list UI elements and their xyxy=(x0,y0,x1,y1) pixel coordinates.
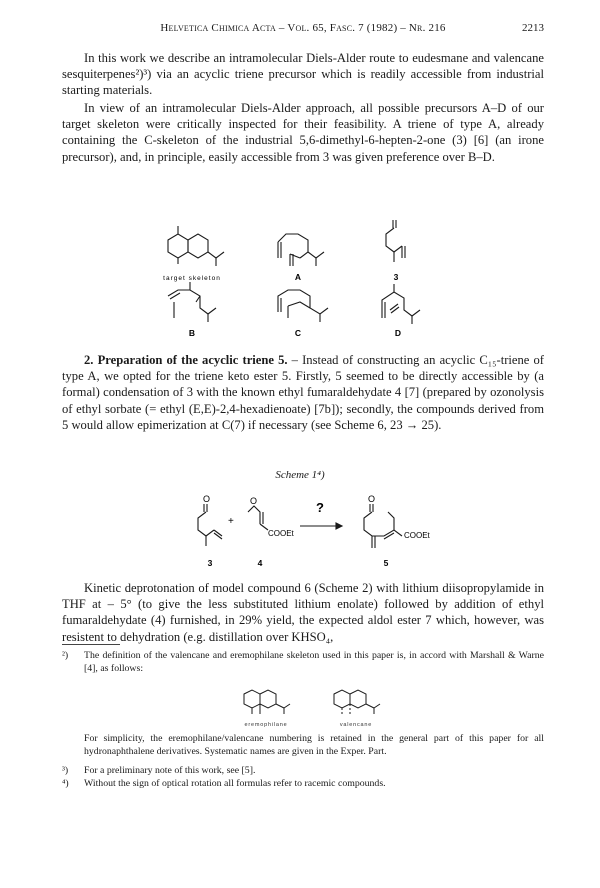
scheme-compound-3 xyxy=(198,504,222,546)
footnote-2 xyxy=(62,650,544,675)
scheme-label-4: 4 xyxy=(257,558,263,568)
section-heading: 2. Preparation of the acyclic triene 5. xyxy=(84,353,288,367)
paragraph-intro: In this work we describe an intramolecular Diels-Alder route to eudesmane and valencane sesquiterpenes²)³) via an acyclic triene precursor which is readily accessible from industrial starting materials. xyxy=(62,51,544,98)
scheme-label-3: 3 xyxy=(207,558,213,568)
label-valencane: valencane xyxy=(339,722,373,728)
footnote-2-continued-text: For simplicity, the eremophilane/valencane numbering is retained in the general part of this paper for all hydronaphthalene derivatives. Systematic names are given in the Exper. Part. xyxy=(84,733,544,757)
label-C: C xyxy=(294,328,302,338)
scheme-o-label-5: O xyxy=(368,494,376,504)
paragraph-preparation-text: – Instead of constructing an acyclic C₁₅-triene of type A, we opted for the triene keto ester 5. Firstly, 5 seemed to be directly accessible by (a formal) condensation of 3 with the known ethyl fumaraldehydate 4 [7] (prepared by ozonolysis of ethyl sorbate (= ethyl (E,E)-2,4-hexadienoate) [7b]); secondly, the compounds derived from 5 would allow epimerization at C(7) if necessary (see Scheme 6, 23 → 25). xyxy=(62,353,544,432)
structure-A xyxy=(278,234,324,266)
footnote-2-mark: ²) xyxy=(62,650,69,661)
structure-C xyxy=(278,290,328,322)
scheme-compound-4 xyxy=(248,506,268,530)
scheme-title: Scheme 1⁴) xyxy=(275,469,325,481)
footnote-2-text: The definition of the valencane and eremophilane skeleton used in this paper is, in accord with Marshall & Warne [4], as follows: xyxy=(84,650,544,674)
label-target-skeleton: target skeleton xyxy=(163,275,221,282)
scheme-o-label-4: O xyxy=(250,496,258,506)
footnote-skeletons xyxy=(230,680,400,730)
scheme-1-diagram xyxy=(190,490,450,570)
scheme-plus: + xyxy=(228,516,234,527)
scheme-cooet-5: COOEt xyxy=(404,531,430,540)
footnote-4-text: Without the sign of optical rotation all formulas refer to racemic compounds. xyxy=(84,778,386,789)
scheme-o-label-3: O xyxy=(203,494,211,504)
page-number: 2213 xyxy=(522,22,544,34)
scheme-label-5: 5 xyxy=(383,558,389,568)
label-B: B xyxy=(188,328,196,338)
footnote-4 xyxy=(62,778,544,791)
footnote-4-mark: ⁴) xyxy=(62,778,69,789)
eremophilane-structure xyxy=(244,690,290,714)
target-skeleton-structure xyxy=(168,226,224,266)
structure-B xyxy=(168,282,216,322)
footnote-3-text: For a preliminary note of this work, see [5]. xyxy=(84,765,256,776)
paragraph-preparation xyxy=(62,352,544,433)
running-header xyxy=(62,22,544,38)
footnote-2-continued xyxy=(62,733,544,758)
scheme-cooet-4: COOEt xyxy=(268,529,294,538)
scheme-question-mark: ? xyxy=(316,500,324,515)
footnote-3 xyxy=(62,765,544,778)
structure-D xyxy=(382,284,420,324)
footnote-3-mark: ³) xyxy=(62,765,69,776)
label-eremophilane: eremophilane xyxy=(244,722,288,728)
structures-figure xyxy=(150,218,450,338)
structure-3 xyxy=(386,220,405,262)
valencane-structure xyxy=(334,690,380,716)
paragraph-deprotonation: Kinetic deprotonation of model compound 6 (Scheme 2) with lithium diisopropylamide in THF at – 5° (to give the less substituted lithium enolate) followed by addition of ethyl fumaraldehydate (4) furnished, in 29% yield, the expected aldol ester 7 which, however, was resistent to dehydration (e.g. distillation over KHSO₄, xyxy=(62,581,544,644)
scheme-compound-5 xyxy=(364,504,402,548)
journal-header: Helvetica Chimica Acta – Vol. 65, Fasc. 7 (1982) – Nr. 216 xyxy=(160,22,446,34)
label-A: A xyxy=(294,272,302,282)
footnote-rule xyxy=(62,644,120,645)
label-D: D xyxy=(394,328,402,338)
label-3: 3 xyxy=(393,272,399,282)
paragraph-precursors: In view of an intramolecular Diels-Alder approach, all possible precursors A–D of our target skeleton were critically inspected for their feasibility. A triene of type A, already containing the C-skeleton of the industrial 5,6-dimethyl-6-hepten-2-one (3) [6] (an irone precursor), and, in principle, easily accessible from 3 was given preference over B–D. xyxy=(62,101,544,164)
